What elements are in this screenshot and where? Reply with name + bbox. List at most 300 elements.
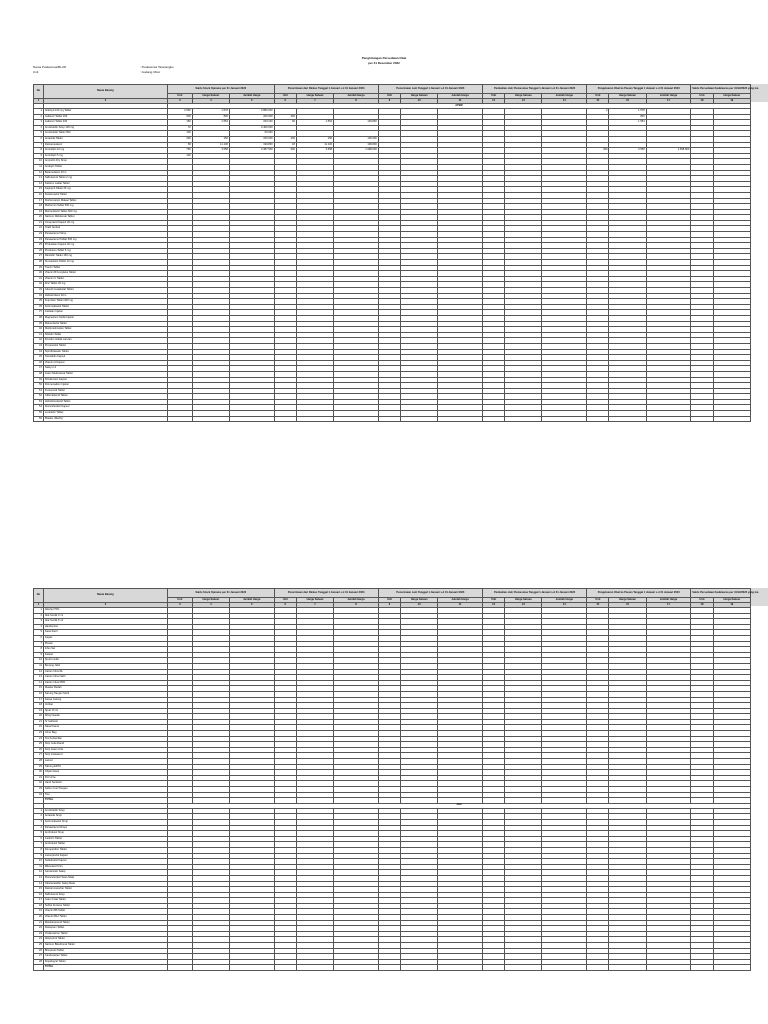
cell-value: 1.998.000 bbox=[334, 148, 379, 154]
item-name: Aldehyd 100 mg Tablet bbox=[43, 109, 167, 115]
row-number: 15 bbox=[34, 887, 44, 893]
row-number: 7 bbox=[34, 641, 44, 647]
item-name: Alkohol 70% bbox=[43, 608, 167, 614]
item-name: Kaptopril Tablet 25 mg bbox=[43, 187, 167, 193]
row-number: 39 bbox=[34, 321, 44, 327]
item-name: Masker (Medis) bbox=[43, 416, 167, 422]
item-name: Propranolol Tablet bbox=[43, 343, 167, 349]
col-number: 14 bbox=[542, 99, 587, 104]
col-subheader: Harga Satuan bbox=[192, 94, 229, 99]
col-number: 4 bbox=[192, 99, 229, 104]
row-number: 21 bbox=[34, 920, 44, 926]
cell-value bbox=[587, 965, 609, 971]
item-name: Povidon Iodida Larutan bbox=[43, 338, 167, 344]
cell-value: 3.387.500 bbox=[229, 148, 274, 154]
item-name: Benang Jahit bbox=[43, 663, 167, 669]
cell-value: 3.558 bbox=[192, 148, 229, 154]
row-number: 17 bbox=[34, 198, 44, 204]
row-number: 56 bbox=[34, 416, 44, 422]
cell-value: 72 bbox=[167, 125, 192, 131]
item-name: Oksitetrasiklin Salep Mata bbox=[43, 881, 167, 887]
cell-value: 1.598.800 bbox=[646, 148, 691, 154]
item-name: Prednison Tablet 5 mg bbox=[43, 248, 167, 254]
col-subheader: Unit bbox=[482, 94, 504, 99]
item-name: Antasida Tablet bbox=[43, 136, 167, 142]
cell-value: 750 bbox=[167, 148, 192, 154]
col-subheader: Harga Satuan bbox=[296, 598, 333, 603]
cell-value bbox=[542, 965, 587, 971]
item-name: Bisoprolol Tablet bbox=[43, 948, 167, 954]
row-number: 4 bbox=[34, 624, 44, 630]
row-number: 29 bbox=[34, 265, 44, 271]
col-number: 1 bbox=[34, 99, 44, 104]
col-number: 18 bbox=[691, 603, 713, 608]
item-name: Wing Needle bbox=[43, 714, 167, 720]
report-title: Penghitungan Persediaan Obat bbox=[361, 56, 407, 60]
cell-value bbox=[646, 416, 691, 422]
cell-value bbox=[713, 965, 750, 971]
row-number: 9 bbox=[34, 652, 44, 658]
row-number: 42 bbox=[34, 338, 44, 344]
col-subheader: Harga Satuan bbox=[505, 94, 542, 99]
row-number: 43 bbox=[34, 343, 44, 349]
item-name: Omeprazol Kapsul 20 mg bbox=[43, 220, 167, 226]
row-number: 45 bbox=[34, 355, 44, 361]
section-label: APBD bbox=[167, 104, 750, 109]
row-number: 18 bbox=[34, 204, 44, 210]
table-row bbox=[34, 416, 751, 422]
col-subheader: Jumlah Harga bbox=[438, 94, 483, 99]
row-number: 1 bbox=[34, 109, 44, 115]
item-name: Glibenklamid Tablet bbox=[43, 394, 167, 400]
row-number: 27 bbox=[34, 954, 44, 960]
row-number: 28 bbox=[34, 260, 44, 266]
item-name: Antalgin Tablet bbox=[43, 164, 167, 170]
row-number: 33 bbox=[34, 787, 44, 793]
cell-value: 100 bbox=[167, 131, 192, 137]
row-number: 26 bbox=[34, 747, 44, 753]
row-number: 20 bbox=[34, 215, 44, 221]
cell-value: 150 bbox=[167, 120, 192, 126]
row-number: 3 bbox=[34, 619, 44, 625]
item-name: Plester bbox=[43, 641, 167, 647]
item-name: Tetrasiklin Kapsul bbox=[43, 355, 167, 361]
col-number: 5 bbox=[229, 603, 274, 608]
row-number: 32 bbox=[34, 282, 44, 288]
item-name: Cairan Infus RL bbox=[43, 669, 167, 675]
cell-value: 100.000 bbox=[334, 136, 379, 142]
row-number: 4 bbox=[34, 825, 44, 831]
item-name: Candesartan Tablet bbox=[43, 954, 167, 960]
row-number: 24 bbox=[34, 736, 44, 742]
cell-value bbox=[438, 965, 483, 971]
col-subheader: Harga Satuan bbox=[609, 598, 646, 603]
col-number: 18 bbox=[691, 99, 713, 104]
row-number: 16 bbox=[34, 192, 44, 198]
row-number: 31 bbox=[34, 775, 44, 781]
section-label: JKN bbox=[167, 803, 750, 808]
item-name: Dekstrometorfan Tablet bbox=[43, 887, 167, 893]
col-subheader: Jumlah Harga bbox=[542, 598, 587, 603]
col-subheader: Unit bbox=[167, 598, 192, 603]
row-number: 11 bbox=[34, 864, 44, 870]
col-number: 2 bbox=[43, 99, 167, 104]
cell-value bbox=[274, 965, 296, 971]
col-subheader: Unit bbox=[587, 94, 609, 99]
item-name: Gentamisin Salep bbox=[43, 870, 167, 876]
item-name: Kapas bbox=[43, 635, 167, 641]
cell-value: 90 bbox=[274, 120, 296, 126]
total-label: TOTAL bbox=[43, 798, 167, 804]
cell-value bbox=[167, 965, 192, 971]
row-number: 12 bbox=[34, 870, 44, 876]
item-name: Gliseril Guaiakolat Tablet bbox=[43, 288, 167, 294]
row-number: 10 bbox=[34, 159, 44, 165]
item-name: Ambroksol Tablet bbox=[43, 842, 167, 848]
row-number: 10 bbox=[34, 859, 44, 865]
col-number: 12 bbox=[482, 99, 504, 104]
row-number: 7 bbox=[34, 842, 44, 848]
item-name: Parasetamol Tablet 500 mg bbox=[43, 237, 167, 243]
cell-value bbox=[505, 416, 542, 422]
row-number: 22 bbox=[34, 725, 44, 731]
row-number: 21 bbox=[34, 220, 44, 226]
row-number: 16 bbox=[34, 892, 44, 898]
cell-value: 199.800 bbox=[229, 142, 274, 148]
col-number: 19 bbox=[713, 99, 750, 104]
item-name: Betametason Krim bbox=[43, 170, 167, 176]
cell-value bbox=[691, 416, 713, 422]
cell-value bbox=[334, 965, 379, 971]
inventory-table-2 bbox=[33, 588, 759, 971]
col-subheader: Harga Satuan bbox=[505, 598, 542, 603]
cell-value: 3.558 bbox=[609, 148, 646, 154]
row-number: 18 bbox=[34, 903, 44, 909]
item-name: Salep 2-4 bbox=[43, 366, 167, 372]
table-2 bbox=[33, 588, 759, 971]
row-number: 23 bbox=[34, 931, 44, 937]
cell-value: 3.400.000 bbox=[229, 125, 274, 131]
cell-value bbox=[438, 416, 483, 422]
item-name: Magnesium Sulfat Injeksi bbox=[43, 315, 167, 321]
col-subheader: Unit bbox=[274, 94, 296, 99]
cell-value: 2.560 bbox=[167, 109, 192, 115]
row-number: 19 bbox=[34, 209, 44, 215]
row-number: 9 bbox=[34, 853, 44, 859]
row-number: 8 bbox=[34, 148, 44, 154]
col-subheader: Jumlah Harga bbox=[334, 94, 379, 99]
row-number: 36 bbox=[34, 304, 44, 310]
row-number: 2 bbox=[34, 814, 44, 820]
item-name: Metilprednisolon Tablet bbox=[43, 327, 167, 333]
row-number: 18 bbox=[34, 703, 44, 709]
row-number: 11 bbox=[34, 663, 44, 669]
cell-value: 1.554 bbox=[192, 120, 229, 126]
row-number: 55 bbox=[34, 411, 44, 417]
row-number: 35 bbox=[34, 299, 44, 305]
col-number: 4 bbox=[192, 603, 229, 608]
row-number: 12 bbox=[34, 170, 44, 176]
row-number: 6 bbox=[34, 836, 44, 842]
cell-value bbox=[587, 416, 609, 422]
col-group-header: Pengeluaran Obat ke Pasien Tanggal 1 Januari s.d 31 Januari 2023 bbox=[587, 589, 691, 598]
item-name: Lancet bbox=[43, 759, 167, 765]
cell-value: 68 bbox=[167, 142, 192, 148]
cell-value bbox=[609, 965, 646, 971]
col-subheader: Jumlah Harga bbox=[438, 598, 483, 603]
item-name: Ambroksol Sirup bbox=[43, 831, 167, 837]
col-group-header: Penerimaan dari Dinkes Tanggal 1 Januari s.d 31 Januari 2023 bbox=[274, 589, 378, 598]
cell-value: 1.578 bbox=[192, 109, 229, 115]
item-name: Cairan Infus NaCl bbox=[43, 675, 167, 681]
col-subheader: Harga Satuan bbox=[609, 94, 646, 99]
row-number: 37 bbox=[34, 310, 44, 316]
cell-value: 300 bbox=[167, 136, 192, 142]
item-name: Amoksisilin Sirup 125 mg bbox=[43, 125, 167, 131]
cell-value bbox=[646, 965, 691, 971]
row-number: 11 bbox=[34, 164, 44, 170]
item-name: Urine Bag bbox=[43, 731, 167, 737]
row-number: 20 bbox=[34, 915, 44, 921]
row-number: 38 bbox=[34, 315, 44, 321]
item-name: Kateter bbox=[43, 652, 167, 658]
col-subheader: Harga Satuan bbox=[713, 598, 750, 603]
cell-value: 18 bbox=[274, 142, 296, 148]
item-name: Kassa Gulung bbox=[43, 697, 167, 703]
col-number: 6 bbox=[274, 603, 296, 608]
cell-value bbox=[691, 965, 713, 971]
item-name: Antasida Sirup bbox=[43, 814, 167, 820]
col-number: 7 bbox=[296, 99, 333, 104]
meta-label-unit: Unit bbox=[33, 70, 39, 74]
row-number: 6 bbox=[34, 136, 44, 142]
item-name: Natrium Bikarbonat Tablet bbox=[43, 943, 167, 949]
row-number: 50 bbox=[34, 383, 44, 389]
item-name: Verban bbox=[43, 703, 167, 709]
cell-value: 400 bbox=[274, 114, 296, 120]
col-header-no: No bbox=[34, 85, 44, 99]
row-number: 17 bbox=[34, 898, 44, 904]
cell-value: 1.578 bbox=[609, 109, 646, 115]
item-name: Cetirizin Tablet bbox=[43, 836, 167, 842]
item-name: Mikonazol Krim bbox=[43, 864, 167, 870]
item-name: Ondansetron Tablet bbox=[43, 931, 167, 937]
cell-value bbox=[192, 416, 229, 422]
col-number: 5 bbox=[229, 99, 274, 104]
row-number: 2 bbox=[34, 613, 44, 619]
inventory-table-1 bbox=[33, 84, 759, 422]
row-number: 20 bbox=[34, 714, 44, 720]
row-number: 5 bbox=[34, 131, 44, 137]
row-number: 1 bbox=[34, 808, 44, 814]
row-number: 44 bbox=[34, 349, 44, 355]
row-number: 24 bbox=[34, 937, 44, 943]
row-number: 13 bbox=[34, 176, 44, 182]
col-group-header: Penerimaan Lain Tanggal 1 Januari s.d 31 Januari 2023 bbox=[378, 85, 482, 94]
cell-value: 2 bbox=[587, 109, 609, 115]
item-name: Asiklovir Tablet 200 bbox=[43, 114, 167, 120]
cell-value: 600 bbox=[274, 148, 296, 154]
col-subheader: Jumlah Harga bbox=[334, 598, 379, 603]
row-number: 2 bbox=[34, 114, 44, 120]
row-number: 25 bbox=[34, 943, 44, 949]
row-number: 3 bbox=[34, 819, 44, 825]
meta-value-unit: : Gudang Obat bbox=[140, 70, 160, 74]
item-name: Simvastatin Tablet 10 mg bbox=[43, 260, 167, 266]
item-name: Asam Mefenamat Tablet bbox=[43, 371, 167, 377]
item-name: Salbutamol Tablet 2 mg bbox=[43, 176, 167, 182]
item-name: Ampisilin Dry Sirup bbox=[43, 159, 167, 165]
total-label: TOTAL bbox=[43, 965, 167, 971]
row-number: 33 bbox=[34, 288, 44, 294]
col-header-nama: Nama Barang bbox=[43, 85, 167, 99]
item-name: Ketokonazol Tablet bbox=[43, 192, 167, 198]
item-name: Diazepam Tablet bbox=[43, 926, 167, 932]
col-subheader: Unit bbox=[378, 598, 400, 603]
row-number: 19 bbox=[34, 708, 44, 714]
row-number: 19 bbox=[34, 909, 44, 915]
cell-value: 800 bbox=[192, 114, 229, 120]
cell-value bbox=[482, 416, 504, 422]
item-name: Kalsium Laktat Tablet bbox=[43, 181, 167, 187]
item-name: Alat Suntik 5 ml bbox=[43, 619, 167, 625]
col-subheader: Jumlah Harga bbox=[229, 94, 274, 99]
col-number: 15 bbox=[587, 603, 609, 608]
item-name: Pot Urine bbox=[43, 775, 167, 781]
cell-value: 11.100 bbox=[192, 142, 229, 148]
cell-value: 1.554 bbox=[609, 120, 646, 126]
item-name: Fitomenadion Injeksi bbox=[43, 383, 167, 389]
col-number: 8 bbox=[334, 99, 379, 104]
item-name: Sefadroksil Kapsul bbox=[43, 859, 167, 865]
col-group-header: Saldo Persediaan Kadaluarsa per 31/12/2022 yang ma bbox=[691, 85, 751, 94]
item-name: Hand Sanitizer bbox=[43, 781, 167, 787]
col-number: 7 bbox=[296, 603, 333, 608]
row-number: 5 bbox=[34, 831, 44, 837]
row-number: 27 bbox=[34, 254, 44, 260]
row-number: 14 bbox=[34, 181, 44, 187]
row-number: 6 bbox=[34, 635, 44, 641]
item-name: Sabun Cuci Tangan bbox=[43, 787, 167, 793]
item-name: Cairan Infus D5% bbox=[43, 680, 167, 686]
col-subheader: Harga Satuan bbox=[401, 598, 438, 603]
item-name: Metoklopramid Tablet bbox=[43, 920, 167, 926]
col-group-header: Pembelian oleh Puskesmas Tanggal 1 Januari s.d 31 Januari 2023 bbox=[482, 589, 586, 598]
col-number: 11 bbox=[438, 603, 483, 608]
row-number: 23 bbox=[34, 731, 44, 737]
row-number: 31 bbox=[34, 276, 44, 282]
col-subheader: Unit bbox=[167, 94, 192, 99]
meta-label-puskesmas: Nama Puskesmas/BLUD bbox=[33, 65, 67, 69]
item-name: Klindamisin Kapsul bbox=[43, 377, 167, 383]
row-number: 28 bbox=[34, 759, 44, 765]
item-name: Ibuprofen Tablet 400 mg bbox=[43, 299, 167, 305]
col-number: 14 bbox=[542, 603, 587, 608]
item-name: Tisu bbox=[43, 792, 167, 798]
item-name: Asiklovir Tablet 400 bbox=[43, 120, 167, 126]
col-number: 19 bbox=[713, 603, 750, 608]
cell-value bbox=[229, 965, 274, 971]
col-number: 6 bbox=[274, 99, 296, 104]
cell-value bbox=[378, 416, 400, 422]
item-name: Deksametason bbox=[43, 142, 167, 148]
row-number: 25 bbox=[34, 243, 44, 249]
col-group-header: Penerimaan Lain Tanggal 1 Januari s.d 31 Januari 2023 bbox=[378, 589, 482, 598]
row-number: 51 bbox=[34, 388, 44, 394]
row-number: 15 bbox=[34, 187, 44, 193]
table-1 bbox=[33, 84, 759, 422]
item-name: Amoksisilin Sirup bbox=[43, 808, 167, 814]
row-number: 5 bbox=[34, 630, 44, 636]
item-name: Vitamin B12 Tablet bbox=[43, 915, 167, 921]
col-subheader: Unit bbox=[691, 598, 713, 603]
col-number: 1 bbox=[34, 603, 44, 608]
item-name: Ranitidin Tablet 150 mg bbox=[43, 254, 167, 260]
col-subheader: Unit bbox=[587, 598, 609, 603]
item-name: Klorfeniramin Maleat Tablet bbox=[43, 198, 167, 204]
col-subheader: Harga Satuan bbox=[401, 94, 438, 99]
cell-value: 300 bbox=[587, 148, 609, 154]
cell-value bbox=[192, 965, 229, 971]
cell-value bbox=[401, 965, 438, 971]
row-number: 10 bbox=[34, 658, 44, 664]
col-number: 17 bbox=[646, 603, 691, 608]
col-group-header: Pembelian oleh Puskesmas Tanggal 1 Januari s.d 31 Januari 2023 bbox=[482, 85, 586, 94]
cell-value: 50.000 bbox=[229, 131, 274, 137]
col-number: 3 bbox=[167, 603, 192, 608]
item-name: Parasetamol Sirup bbox=[43, 232, 167, 238]
row-number: 30 bbox=[34, 770, 44, 776]
col-subheader: Jumlah Harga bbox=[646, 94, 691, 99]
item-name: Allopurinol Tablet bbox=[43, 937, 167, 943]
item-name: Vitamin C Tablet bbox=[43, 276, 167, 282]
row-number: 27 bbox=[34, 753, 44, 759]
col-subheader: Jumlah Harga bbox=[646, 598, 691, 603]
col-number: 11 bbox=[438, 99, 483, 104]
row-number: 34 bbox=[34, 792, 44, 798]
cell-value: 11.100 bbox=[296, 142, 333, 148]
item-name: Amoksisilin Tablet 500 bbox=[43, 131, 167, 137]
cell-value: 120 bbox=[167, 153, 192, 159]
item-name: Kloramfenikol Kapsul bbox=[43, 405, 167, 411]
col-number: 16 bbox=[609, 99, 646, 104]
item-name: Lidokain Injeksi bbox=[43, 310, 167, 316]
row-number: 21 bbox=[34, 719, 44, 725]
row-number: 23 bbox=[34, 232, 44, 238]
item-name: Vitamin B6 Tablet bbox=[43, 909, 167, 915]
col-number: 16 bbox=[609, 603, 646, 608]
cell-value bbox=[296, 416, 333, 422]
col-group-header: Penerimaan dari Dinkes Tanggal 1 Januari s.d 31 Januari 2023 bbox=[274, 85, 378, 94]
report-subtitle: per 31 Desember 2022 bbox=[368, 61, 400, 65]
item-name: Strip Gula Darah bbox=[43, 742, 167, 748]
cell-value: 139.860 bbox=[334, 120, 379, 126]
col-number: 8 bbox=[334, 603, 379, 608]
cell-value bbox=[401, 416, 438, 422]
cell-value bbox=[713, 416, 750, 422]
cell-value: 200.000 bbox=[229, 114, 274, 120]
cell-value bbox=[542, 416, 587, 422]
col-subheader: Unit bbox=[274, 598, 296, 603]
item-name: Vitamin A Kapsul bbox=[43, 360, 167, 366]
cell-value: 150 bbox=[296, 136, 333, 142]
row-number: 8 bbox=[34, 847, 44, 853]
cell-value: 3.558 bbox=[296, 148, 333, 154]
item-name: Sarung Tangan Steril bbox=[43, 691, 167, 697]
item-name: Metronidazol Tablet 500 mg bbox=[43, 209, 167, 215]
item-name: Tabung EDTA bbox=[43, 764, 167, 770]
row-number: 13 bbox=[34, 875, 44, 881]
